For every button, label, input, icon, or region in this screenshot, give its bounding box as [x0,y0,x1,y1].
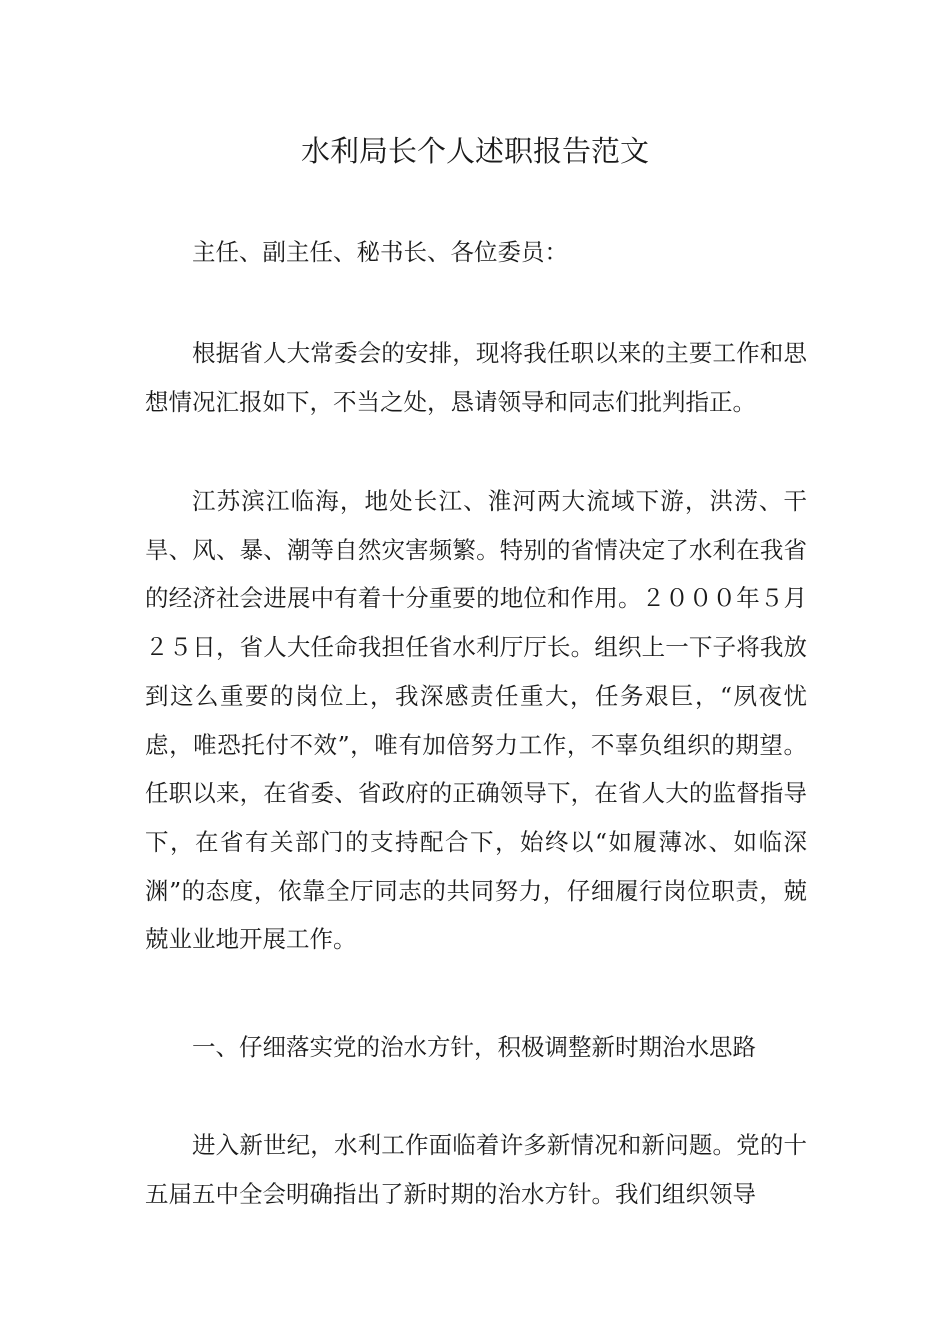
section-heading: 一、仔细落实党的治水方针，积极调整新时期治水思路 [192,1033,756,1061]
context-paragraph: 江苏滨江临海，地处长江、淮河两大流域下游，洪涝、干旱、风、暴、潮等自然灾害频繁。特别的省情决定了水利在我省的经济社会进展中有着十分重要的地位和作用。２０００年５月２５日，省人大任命我担任省水利厅厅长。组织上一下子将我放到这么重要的岗位上，我深感责任重大，任务艰巨，“夙夜忧虑，唯恐托付不效”，唯有加倍努力工作，不辜负组织的期望。任职以来，在省委、省政府的正确领导下，在省人大的监督指导下，在省有关部门的支持配合下，始终以“如履薄冰、如临深渊”的态度，依靠全厅同志的共同努力，仔细履行岗位职责，兢兢业业地开展工作。 [145,487,807,954]
intro-paragraph: 根据省人大常委会的安排，现将我任职以来的主要工作和思想情况汇报如下，不当之处，恳请领导和同志们批判指正。 [145,339,807,416]
document-title: 水利局长个人述职报告范文 [300,134,649,168]
section-paragraph: 进入新世纪，水利工作面临着许多新情况和新问题。党的十五届五中全会明确指出了新时期的治水方针。我们组织领导 [145,1131,807,1208]
salutation-paragraph: 主任、副主任、秘书长、各位委员： [192,238,568,266]
